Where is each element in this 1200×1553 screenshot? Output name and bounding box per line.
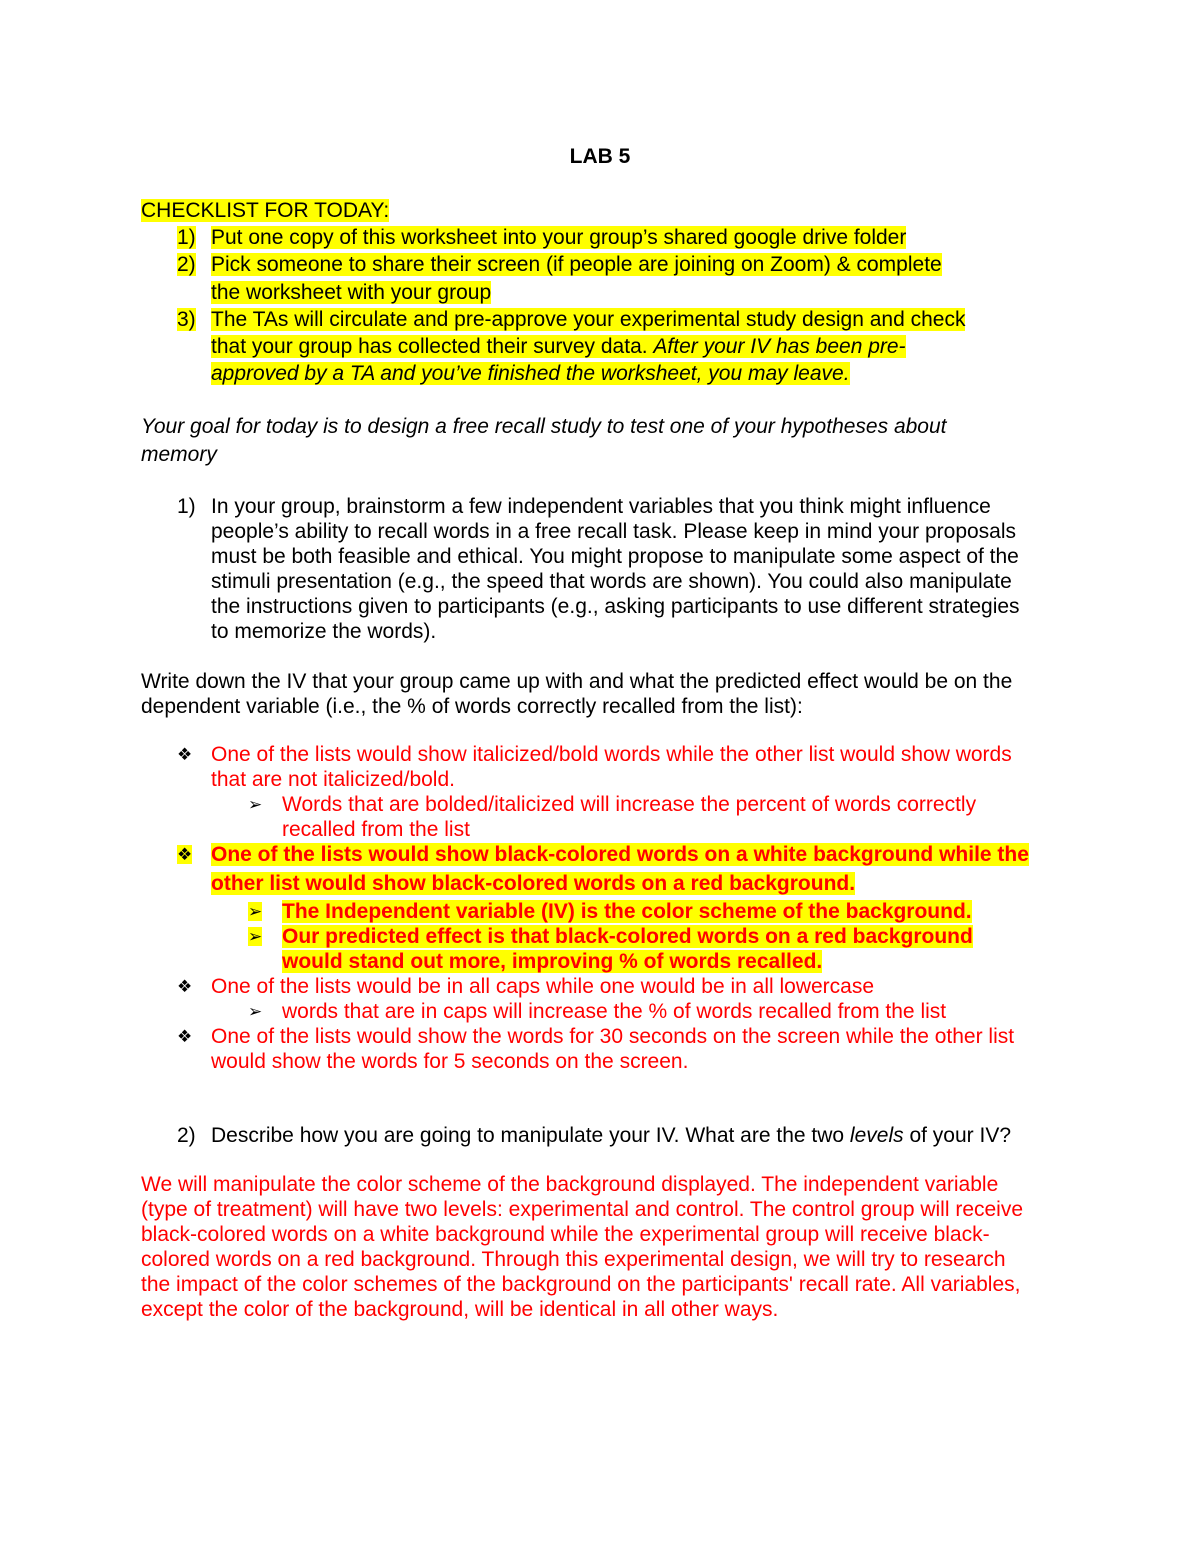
answer-2-sub-2-line-1: Our predicted effect is that black-colored words on a red background [282,925,973,948]
question-1-number: 1) [177,495,196,518]
answer-1-sub-line-2: recalled from the list [282,818,470,841]
answer-2-paragraph-line: We will manipulate the color scheme of the background displayed. The independent variable [141,1173,999,1196]
arrow-bullet-icon: ➢ [248,902,263,921]
checklist-item-3-line-1: The TAs will circulate and pre-approve your experimental study design and check [211,308,966,331]
answer-2-paragraph-line: colored words on a red background. Through this experimental design, we will try to research [141,1248,1006,1271]
answer-3: One of the lists would be in all caps while one would be in all lowercase [211,975,875,998]
answer-2-paragraph-line: the impact of the color schemes of the background on the participants' recall rate. All variables, [141,1273,1021,1296]
write-down-line-2: dependent variable (i.e., the % of words correctly recalled from the list): [141,695,803,718]
answer-2-paragraph-line: (type of treatment) will have two levels: experimental and control. The control group will receive [141,1198,1024,1221]
checklist-num-2: 2) [177,253,196,276]
checklist-item-2-line-1: Pick someone to share their screen (if people are joining on Zoom) & complete [211,253,942,276]
question-1-line: the instructions given to participants (e.g., asking participants to use different strategies [211,595,1020,618]
diamond-bullet-icon: ❖ [177,1027,193,1046]
arrow-bullet-icon: ➢ [248,1002,263,1021]
goal-line-1: Your goal for today is to design a free recall study to test one of your hypotheses about [141,415,947,438]
checklist-num-1: 1) [177,226,196,249]
answer-2-line-1: One of the lists would show black-colored words on a white background while the [211,843,1029,866]
diamond-bullet-icon: ❖ [177,745,193,764]
goal-line-2: memory [141,443,217,466]
question-2-text: Describe how you are going to manipulate your IV. What are the two levels of your IV? [211,1124,1012,1147]
question-2-number: 2) [177,1124,196,1147]
diamond-bullet-icon: ❖ [177,845,193,864]
answer-1-sub-line-1: Words that are bolded/italicized will increase the percent of words correctly [282,793,977,816]
question-1-line: to memorize the words). [211,620,437,643]
page-title: LAB 5 [569,145,631,168]
answer-2-paragraph-line: except the color of the background, will be identical in all other ways. [141,1298,779,1321]
answer-2-paragraph-line: black-colored words on a white background while the experimental group will receive black- [141,1223,990,1246]
question-1-line: In your group, brainstorm a few independent variables that you think might influence [211,495,991,518]
question-1-line: people’s ability to recall words in a free recall task. Please keep in mind your proposals [211,520,1017,543]
arrow-bullet-icon: ➢ [248,795,263,814]
arrow-bullet-icon: ➢ [248,927,263,946]
answer-2-sub-2-line-2: would stand out more, improving % of words recalled. [282,950,823,973]
checklist-heading: CHECKLIST FOR TODAY: [141,199,390,222]
checklist-item-3-line-2: that your group has collected their survey data. After your IV has been pre- [211,335,906,358]
checklist-num-3: 3) [177,308,196,331]
question-1-line: must be both feasible and ethical. You might propose to manipulate some aspect of the [211,545,1019,568]
checklist-item-2-line-2: the worksheet with your group [211,281,492,304]
answer-2-line-2: other list would show black-colored words on a red background. [211,872,856,895]
answer-4-line-1: One of the lists would show the words for 30 seconds on the screen while the other list [211,1025,1015,1048]
diamond-bullet-icon: ❖ [177,977,193,996]
answer-1-line-1: One of the lists would show italicized/bold words while the other list would show words [211,743,1012,766]
answer-3-sub: words that are in caps will increase the % of words recalled from the list [282,1000,947,1023]
write-down-line-1: Write down the IV that your group came up with and what the predicted effect would be on the [141,670,1013,693]
answer-1-line-2: that are not italicized/bold. [211,768,455,791]
answer-4-line-2: would show the words for 5 seconds on the screen. [211,1050,689,1073]
question-1-line: stimuli presentation (e.g., the speed that words are shown). You could also manipulate [211,570,1012,593]
checklist-item-1: Put one copy of this worksheet into your group’s shared google drive folder [211,226,907,249]
answer-2-sub-1: The Independent variable (IV) is the color scheme of the background. [282,900,972,923]
checklist-item-3-line-3: approved by a TA and you’ve finished the worksheet, you may leave. [211,362,850,385]
